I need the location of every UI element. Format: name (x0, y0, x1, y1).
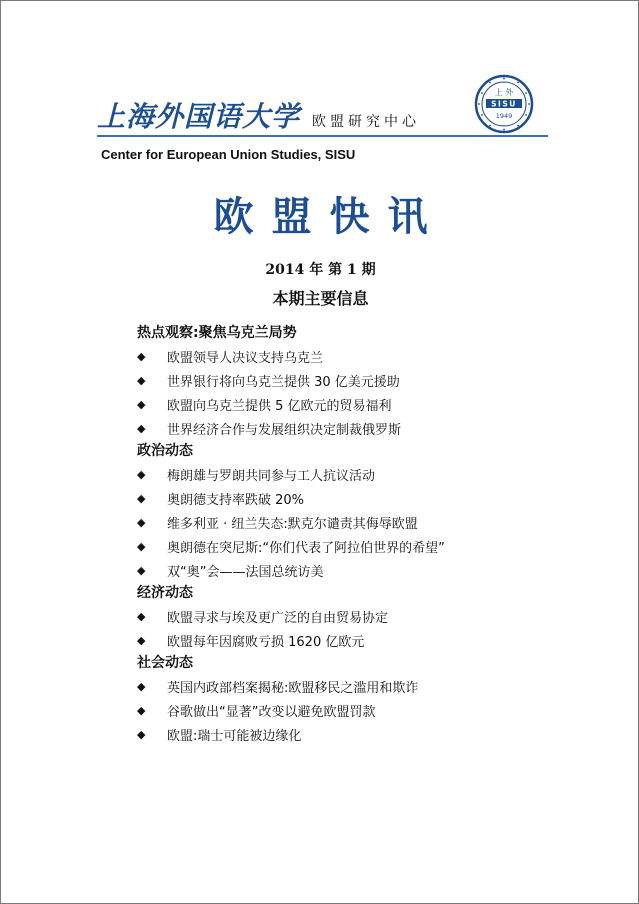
list-item-text: 奥朗德在突尼斯:“你们代表了阿拉伯世界的希望” (167, 540, 445, 556)
diamond-bullet-icon: ◆ (137, 539, 146, 553)
diamond-bullet-icon: ◆ (137, 421, 146, 435)
section-politics (137, 440, 577, 582)
section-hotspot (137, 322, 577, 440)
university-name-cn: 上海外国语大学 (97, 100, 301, 133)
summary-heading: 本期主要信息 (272, 289, 369, 308)
section-economy (137, 582, 577, 652)
header-brand (97, 95, 420, 135)
section-title: 社会动态 (137, 655, 193, 671)
summary-sections (137, 322, 577, 746)
diamond-bullet-icon: ◆ (137, 679, 146, 693)
list-item-text: 世界经济合作与发展组织决定制裁俄罗斯 (167, 422, 402, 438)
diamond-bullet-icon: ◆ (137, 397, 146, 411)
list-item (137, 392, 577, 416)
diamond-bullet-icon: ◆ (137, 727, 146, 741)
section-society (137, 652, 577, 746)
list-item (137, 368, 577, 392)
list-item-text: 欧盟每年因腐败亏损 1620 亿欧元 (167, 634, 365, 650)
list-item-text: 谷歌做出“显著”改变以避免欧盟罚款 (167, 704, 376, 720)
list-item-text: 梅朗雄与罗朗共同参与工人抗议活动 (167, 468, 376, 484)
list-item (137, 486, 577, 510)
list-item (137, 674, 577, 698)
issue-number: 2014 年 第 1 期 (265, 262, 376, 278)
diamond-bullet-icon: ◆ (137, 349, 146, 363)
list-item (137, 416, 577, 440)
newsletter-title: 欧盟快讯 (213, 193, 446, 240)
diamond-bullet-icon: ◆ (137, 609, 146, 623)
list-item-text: 奥朗德支持率跌破 20% (167, 492, 305, 508)
list-item-text: 欧盟寻求与埃及更广泛的自由贸易协定 (167, 610, 389, 626)
header-divider (97, 135, 548, 137)
diamond-bullet-icon: ◆ (137, 563, 146, 577)
section-title: 政治动态 (137, 443, 193, 459)
section-title: 热点观察:聚焦乌克兰局势 (137, 325, 297, 341)
seal-middle-text: SISU (491, 99, 517, 109)
list-item-text: 欧盟领导人决议支持乌克兰 (167, 350, 324, 366)
diamond-bullet-icon: ◆ (137, 703, 146, 717)
center-name-cn: 欧盟研究中心 (312, 114, 421, 130)
list-item (137, 510, 577, 534)
diamond-bullet-icon: ◆ (137, 373, 146, 387)
center-name-en: Center for European Union Studies, SISU (101, 147, 356, 162)
list-item-text: 维多利亚 · 纽兰失态:默克尔谴责其侮辱欧盟 (167, 516, 418, 532)
list-item (137, 558, 577, 582)
diamond-bullet-icon: ◆ (137, 515, 146, 529)
list-item (137, 722, 577, 746)
list-item-text: 英国内政部档案揭秘:欧盟移民之滥用和欺诈 (167, 680, 419, 696)
list-item (137, 462, 577, 486)
seal-year: 1949 (495, 112, 513, 120)
university-seal-icon (474, 74, 534, 134)
list-item (137, 534, 577, 558)
list-item (137, 604, 577, 628)
list-item-text: 欧盟向乌克兰提供 5 亿欧元的贸易福利 (167, 398, 392, 414)
diamond-bullet-icon: ◆ (137, 491, 146, 505)
list-item-text: 双“奥”会——法国总统访美 (167, 564, 324, 580)
list-item (137, 698, 577, 722)
diamond-bullet-icon: ◆ (137, 467, 146, 481)
list-item-text: 世界银行将向乌克兰提供 30 亿美元援助 (167, 374, 400, 390)
diamond-bullet-icon: ◆ (137, 633, 146, 647)
list-item (137, 344, 577, 368)
list-item-text: 欧盟:瑞士可能被边缘化 (167, 728, 302, 744)
section-title: 经济动态 (137, 585, 193, 601)
seal-top-text: 上 外 (494, 88, 514, 97)
list-item (137, 628, 577, 652)
